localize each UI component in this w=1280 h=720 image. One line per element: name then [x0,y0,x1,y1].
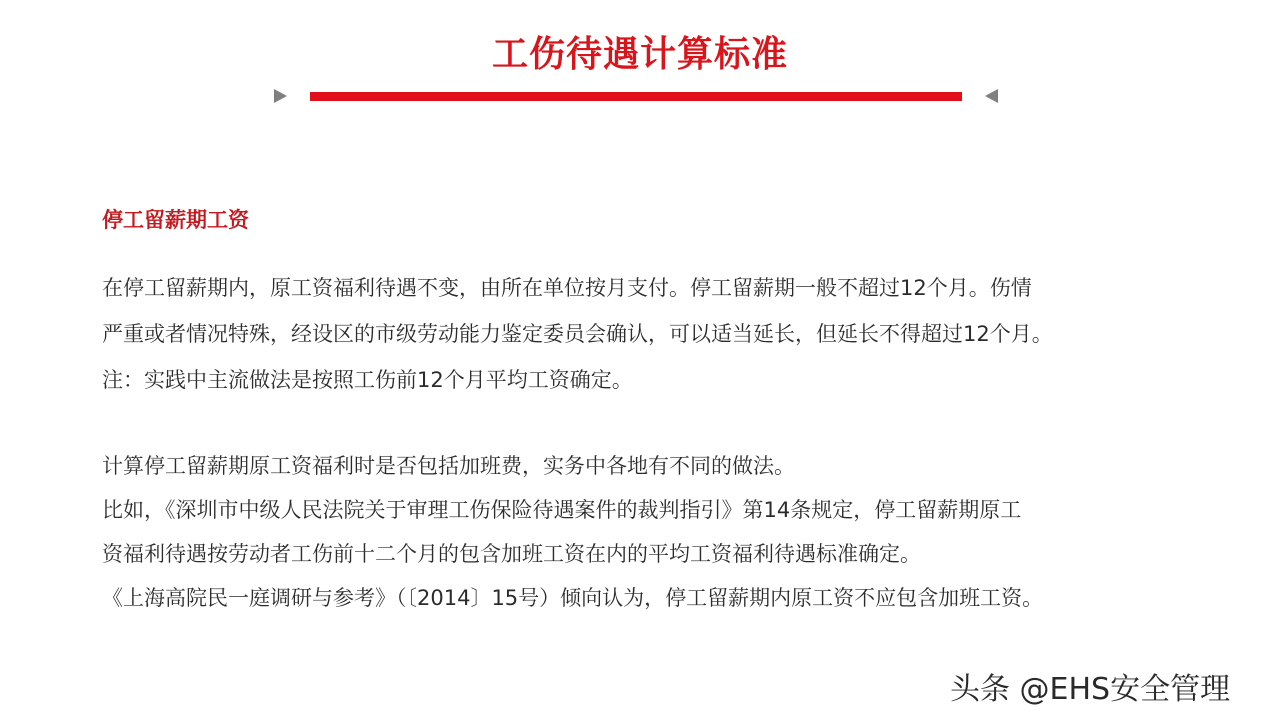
watermark-text: 头条 @EHS安全管理 [950,672,1231,707]
page-title: 工伤待遇计算标准 [491,34,788,75]
paragraph-line: 注：实践中主流做法是按照工伤前12个月平均工资确定。 [102,368,633,392]
title-divider [310,92,962,101]
paragraph-line: 资福利待遇按劳动者工伤前十二个月的包含加班工资在内的平均工资福利待遇标准确定。 [102,542,921,566]
section-heading: 停工留薪期工资 [102,208,249,232]
paragraph-line: 计算停工留薪期原工资福利时是否包括加班费，实务中各地有不同的做法。 [102,454,795,478]
right-triangle-icon [985,89,998,103]
paragraph-line: 在停工留薪期内，原工资福利待遇不变，由所在单位按月支付。停工留薪期一般不超过12个月。伤情 [102,276,1032,300]
paragraph-line: 比如，《深圳市中级人民法院关于审理工伤保险待遇案件的裁判指引》第14条规定，停工留薪期原工 [102,498,1022,522]
left-triangle-icon [274,89,287,103]
paragraph-line: 严重或者情况特殊，经设区的市级劳动能力鉴定委员会确认，可以适当延长，但延长不得超过12个月。 [102,322,1053,346]
paragraph-line: 《上海高院民一庭调研与参考》（〔2014〕15号）倾向认为，停工留薪期内原工资不应包含加班工资。 [102,586,1044,610]
